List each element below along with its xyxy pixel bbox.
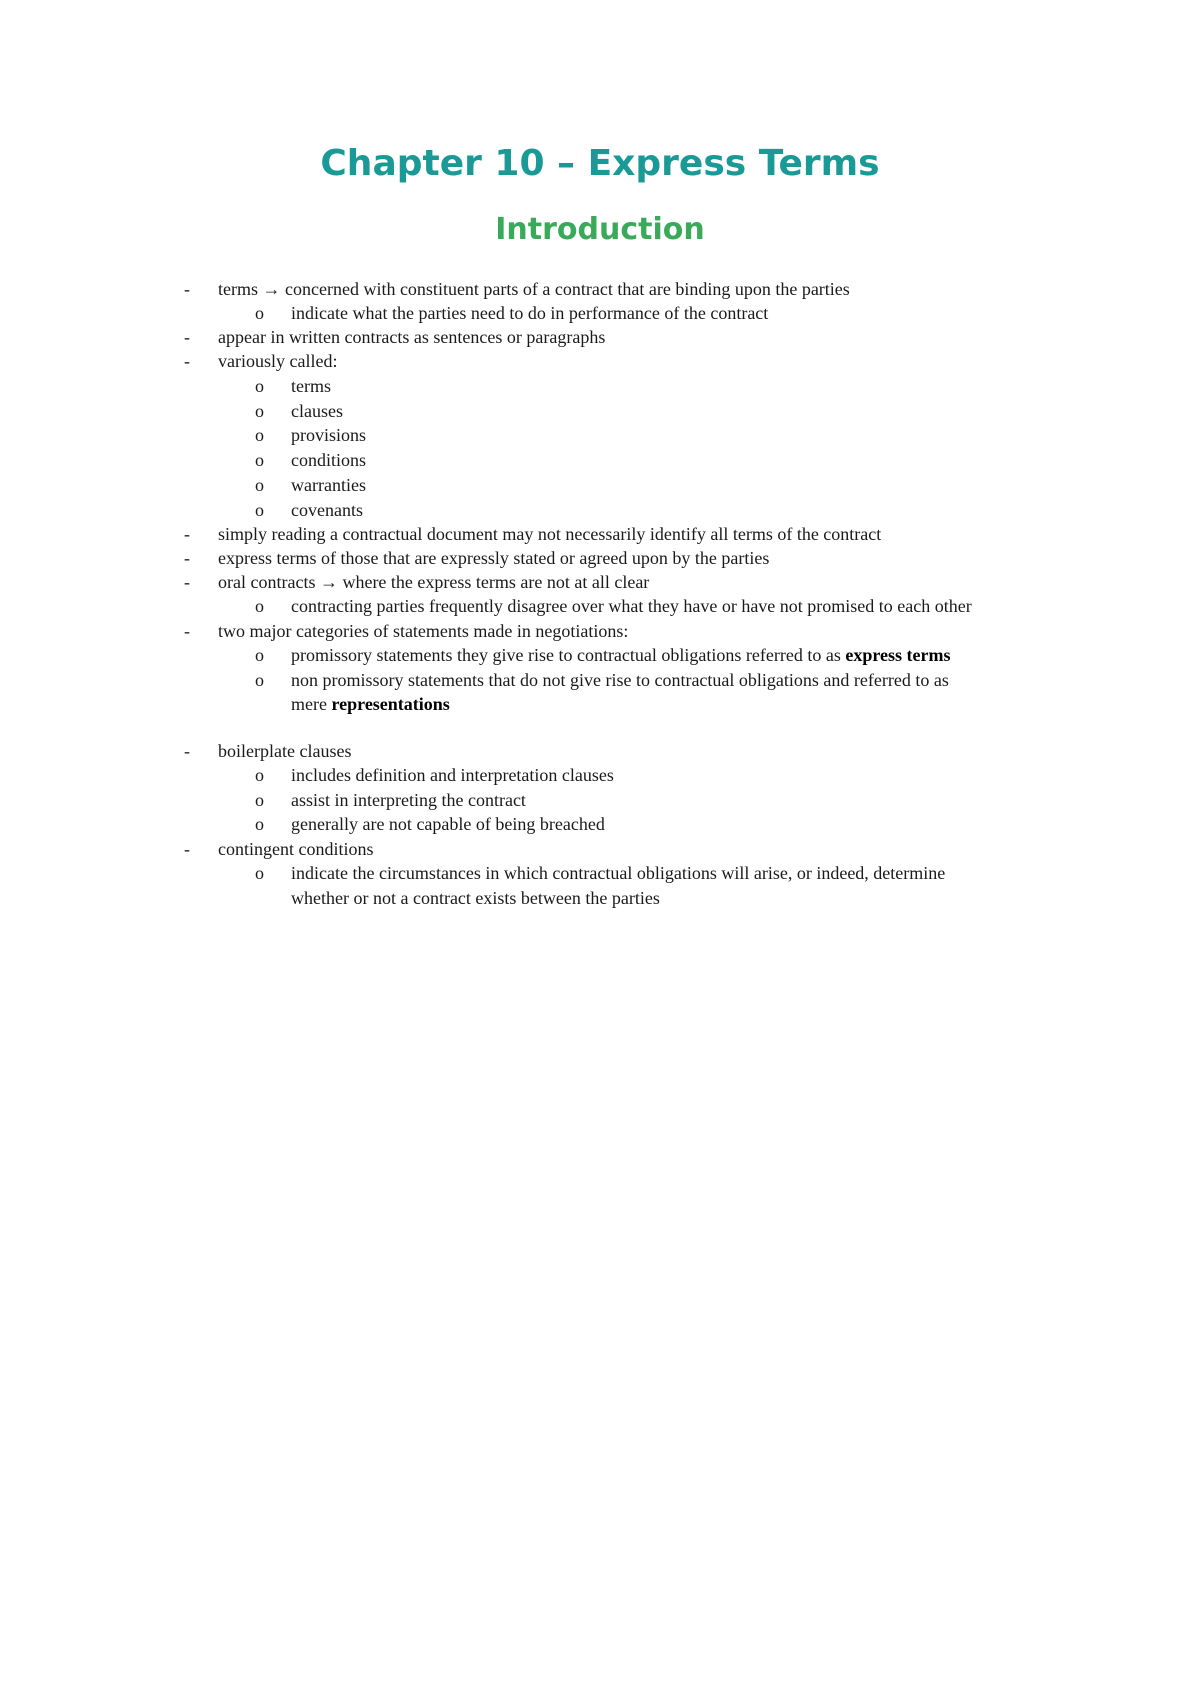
list-item-text: simply reading a contractual document may not necessarily identify all terms of the contract [218, 524, 882, 544]
list-item-text: variously called: [218, 351, 338, 371]
list-item-text: contracting parties frequently disagree over what they have or have not promised to each other [291, 596, 972, 616]
list-item-text: generally are not capable of being breached [291, 814, 605, 834]
list-item-text: oral contracts → where the express terms are not at all clear [218, 572, 650, 592]
circle-bullet: o [255, 863, 264, 883]
bold-term: express terms [845, 645, 951, 665]
list-item-text: warranties [291, 475, 366, 495]
circle-bullet: o [255, 765, 264, 785]
list-item-text: provisions [291, 425, 367, 445]
list-item-text: contingent conditions [218, 839, 374, 859]
sub-list-item [291, 399, 343, 423]
list-item [218, 619, 628, 643]
dash-bullet: - [184, 572, 190, 592]
list-item-text: covenants [291, 500, 363, 520]
circle-bullet: o [255, 814, 264, 834]
list-item-text: whether or not a contract exists between the parties [291, 888, 660, 908]
sub-list-item [291, 886, 660, 910]
dash-bullet: - [184, 548, 190, 568]
list-item-text: indicate what the parties need to do in performance of the contract [291, 303, 769, 323]
circle-bullet: o [255, 303, 264, 323]
dash-bullet: - [184, 839, 190, 859]
sub-list-item [291, 473, 366, 497]
sub-list-item [291, 812, 605, 836]
list-item-text: appear in written contracts as sentences or paragraphs [218, 327, 606, 347]
circle-bullet: o [255, 450, 264, 470]
dash-bullet: - [184, 524, 190, 544]
circle-bullet: o [255, 475, 264, 495]
circle-bullet: o [255, 500, 264, 520]
section-heading: Introduction [495, 212, 705, 247]
list-item [218, 739, 351, 763]
circle-bullet: o [255, 596, 264, 616]
list-item-text: terms → concerned with constituent parts of a contract that are binding upon the parties [218, 279, 850, 299]
circle-bullet: o [255, 376, 264, 396]
bold-term: representations [331, 694, 450, 714]
sub-list-item [291, 374, 331, 398]
dash-bullet: - [184, 327, 190, 347]
sub-list-item [291, 861, 945, 885]
dash-bullet: - [184, 351, 190, 371]
list-item [218, 325, 605, 349]
circle-bullet: o [255, 425, 264, 445]
sub-list-item [291, 668, 949, 692]
list-item-text: mere [291, 694, 332, 714]
list-item [218, 546, 769, 570]
list-item-text: non promissory statements that do not give rise to contractual obligations and referred to as [291, 670, 949, 690]
sub-list-item [291, 423, 366, 447]
list-item-text: terms [291, 376, 331, 396]
list-item-text: boilerplate clauses [218, 741, 352, 761]
list-item-text: promissory statements they give rise to contractual obligations referred to as [291, 645, 846, 665]
list-item [218, 570, 649, 594]
sub-list-item [291, 692, 450, 716]
list-item [218, 349, 337, 373]
sub-list-item [291, 643, 950, 667]
dash-bullet: - [184, 741, 190, 761]
circle-bullet: o [255, 790, 264, 810]
circle-bullet: o [255, 670, 264, 690]
sub-list-item [291, 763, 614, 787]
circle-bullet: o [255, 645, 264, 665]
list-item-text: assist in interpreting the contract [291, 790, 526, 810]
sub-list-item [291, 788, 526, 812]
list-item-text: includes definition and interpretation clauses [291, 765, 614, 785]
list-item-text: indicate the circumstances in which contractual obligations will arise, or indeed, determine [291, 863, 946, 883]
sub-list-item [291, 301, 768, 325]
list-item-text: clauses [291, 401, 343, 421]
sub-list-item [291, 594, 972, 618]
circle-bullet: o [255, 401, 264, 421]
list-item [218, 522, 881, 546]
list-item [218, 277, 850, 301]
list-item-text: two major categories of statements made in negotiations: [218, 621, 629, 641]
dash-bullet: - [184, 279, 190, 299]
sub-list-item [291, 498, 363, 522]
list-item-text: conditions [291, 450, 366, 470]
dash-bullet: - [184, 621, 190, 641]
page-title: Chapter 10 – Express Terms [320, 143, 880, 184]
sub-list-item [291, 448, 366, 472]
list-item [218, 837, 373, 861]
list-item-text: express terms of those that are expressly stated or agreed upon by the parties [218, 548, 770, 568]
